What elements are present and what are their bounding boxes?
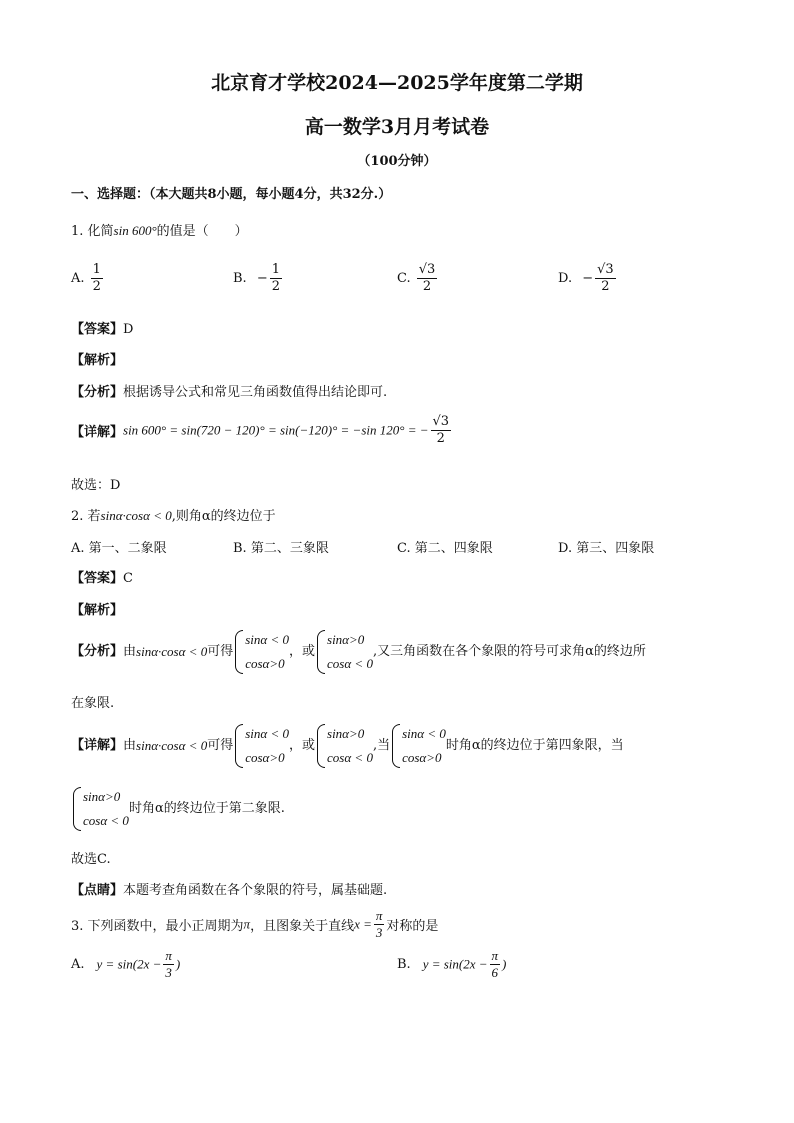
q1-option-d-label: D. xyxy=(558,271,573,286)
system-row: sinα < 0 xyxy=(245,632,289,647)
system-row: sinα>0 xyxy=(327,726,365,741)
q2-solution-system-1 xyxy=(233,722,289,770)
q1-stem-expr: sin 600° xyxy=(113,223,157,238)
q1-jiexi-tag: 【解析】 xyxy=(71,353,124,368)
q2-analysis-cont: 在象限. xyxy=(71,696,115,711)
q1-option-d-fraction xyxy=(595,262,616,295)
q1-option-d-num: √3 xyxy=(597,262,614,277)
q2-analysis-system-1 xyxy=(233,628,289,676)
q3-stem-pi: π xyxy=(243,916,251,932)
q2-solution-cont xyxy=(71,785,285,833)
q3-option-a-num: π xyxy=(165,948,172,963)
q3-option-b xyxy=(397,948,506,981)
q2-analysis-b: 可得 xyxy=(207,644,234,659)
q1-stem-suffix: 的值是（ ） xyxy=(156,224,248,239)
q3-stem-den: 3 xyxy=(375,925,383,940)
q1-analysis-text: 根据诱导公式和常见三角函数值得出结论即可. xyxy=(123,385,388,400)
q1-option-c-den: 2 xyxy=(422,279,432,294)
q1-solution-expr: sin 600° = sin(720 − 120)° = sin(−120)° = −sin 120° = − xyxy=(123,422,429,438)
q1-option-a-label: A. xyxy=(71,271,85,286)
question-2-stem xyxy=(71,505,276,524)
q1-solution-tag: 【详解】 xyxy=(71,425,124,440)
q3-stem-suffix: 对称的是 xyxy=(386,919,439,934)
q2-remark xyxy=(71,879,387,898)
q1-option-b xyxy=(233,262,284,295)
question-3-stem xyxy=(71,908,438,941)
q2-remark-text: 本题考查角函数在各个象限的符号，属基础题. xyxy=(123,883,388,898)
q1-option-d xyxy=(558,262,618,295)
q1-analysis-tag: 【分析】 xyxy=(71,385,124,400)
system-row: sinα>0 xyxy=(83,789,121,804)
q2-solution-tag: 【详解】 xyxy=(71,738,124,753)
q2-analysis-c: ,又三角函数在各个象限的符号可求角α的终边所 xyxy=(372,644,646,659)
q3-option-b-den: 6 xyxy=(491,965,499,980)
q2-solution-or: ，或 xyxy=(289,738,316,753)
q2-final-choice: 故选C. xyxy=(71,852,111,867)
q1-option-c-fraction xyxy=(417,262,438,295)
q2-solution-system-3 xyxy=(390,722,446,770)
system-row: sinα>0 xyxy=(327,632,365,647)
q3-option-a-den: 3 xyxy=(165,965,172,980)
q3-option-b-num: π xyxy=(491,948,499,963)
q1-solution-num: √3 xyxy=(432,414,450,429)
q3-option-b-label: B. xyxy=(397,957,411,972)
q2-option-c: C. 第二、四象限 xyxy=(397,541,493,556)
q2-solution-system-2 xyxy=(315,722,373,770)
q2-solution-b: 可得 xyxy=(207,738,234,753)
q2-option-b: B. 第二、三象限 xyxy=(233,541,329,556)
q1-stem-prefix: 1. 化简 xyxy=(71,224,114,239)
q3-option-a-label: A. xyxy=(71,957,85,972)
q2-analysis xyxy=(71,628,646,676)
q3-stem-prefix: 3. 下列函数中，最小正周期为 xyxy=(71,919,244,934)
q2-jiexi-tag: 【解析】 xyxy=(71,603,124,618)
q1-answer-value: D xyxy=(123,322,134,337)
system-row: sinα < 0 xyxy=(245,726,289,741)
q1-option-b-den: 2 xyxy=(271,279,281,294)
q1-option-a-num: 1 xyxy=(92,262,101,277)
system-row: cosα>0 xyxy=(245,656,285,671)
q2-solution-system-4 xyxy=(71,785,129,833)
q3-option-b-close: ) xyxy=(502,956,507,972)
q1-option-a xyxy=(71,262,105,295)
exam-title: 北京育才学校2024—2025学年度第二学期 xyxy=(211,72,583,94)
q1-analysis xyxy=(71,381,387,400)
q2-answer-value: C xyxy=(123,571,133,586)
q2-option-d: D. 第三、四象限 xyxy=(558,541,655,556)
q2-solution xyxy=(71,722,624,770)
q3-stem-x: x = xyxy=(354,916,372,932)
system-row: cosα>0 xyxy=(245,750,285,765)
system-row: cosα < 0 xyxy=(83,813,129,828)
q2-answer-tag: 【答案】 xyxy=(71,571,124,586)
q1-option-a-fraction xyxy=(91,262,103,295)
system-row: cosα < 0 xyxy=(327,656,373,671)
system-row: cosα>0 xyxy=(402,750,442,765)
q1-option-c xyxy=(397,262,439,295)
q3-option-b-expr: y = sin(2x − xyxy=(422,956,488,972)
q2-solution-c: 时角α的终边位于第四象限，当 xyxy=(445,738,624,753)
q1-option-b-label: B. xyxy=(233,271,247,286)
system-row: sinα < 0 xyxy=(402,726,446,741)
section-heading: 一、选择题：（本大题共8小题，每小题4分，共32分.） xyxy=(71,187,392,202)
system-row: cosα < 0 xyxy=(327,750,373,765)
exam-subtitle: 高一数学3月月考试卷 xyxy=(304,116,490,138)
q1-solution-den: 2 xyxy=(436,431,445,446)
q2-solution-d: 时角α的终边位于第二象限. xyxy=(128,801,285,816)
q1-option-d-sign: − xyxy=(582,271,594,286)
q2-solution-a: 由 xyxy=(123,738,137,753)
exam-duration: （100分钟） xyxy=(357,154,437,169)
q2-stem-suffix: ,则角α的终边位于 xyxy=(171,509,276,524)
q1-option-b-sign: − xyxy=(256,271,268,286)
q2-stem-prefix: 2. 若 xyxy=(71,509,101,524)
q1-option-a-den: 2 xyxy=(92,279,101,294)
q1-option-d-den: 2 xyxy=(601,279,610,294)
q1-solution xyxy=(71,414,453,447)
q1-solution-fraction xyxy=(431,414,452,447)
q2-analysis-system-2 xyxy=(315,628,373,676)
q3-option-a-expr: y = sin(2x − xyxy=(96,956,162,972)
q2-answer xyxy=(71,567,133,586)
q3-option-b-fraction xyxy=(490,948,501,981)
q3-stem-fraction xyxy=(374,908,385,941)
q2-solution-expr: sinα·cosα < 0 xyxy=(136,738,208,753)
q1-option-c-label: C. xyxy=(397,271,411,286)
q3-stem-num: π xyxy=(375,908,383,923)
q1-option-b-fraction xyxy=(270,262,282,295)
q1-option-b-num: 1 xyxy=(271,262,281,277)
q1-answer xyxy=(71,318,133,337)
q2-analysis-or: ，或 xyxy=(289,644,316,659)
q3-stem-mid: ，且图象关于直线 xyxy=(250,919,355,934)
q2-remark-tag: 【点睛】 xyxy=(71,883,124,898)
q2-analysis-tag: 【分析】 xyxy=(71,644,124,659)
q3-option-a-fraction xyxy=(163,948,174,981)
q2-analysis-expr: sinα·cosα < 0 xyxy=(136,644,208,659)
q1-final-choice: 故选：D xyxy=(71,478,121,493)
q2-stem-expr: sinα·cosα < 0 xyxy=(100,508,172,523)
q3-option-a xyxy=(71,948,180,981)
question-1-stem xyxy=(71,220,248,239)
q2-analysis-a: 由 xyxy=(123,644,137,659)
q1-option-c-num: √3 xyxy=(418,262,436,277)
q2-solution-dang: ,当 xyxy=(372,738,391,753)
q2-option-a: A. 第一、二象限 xyxy=(71,541,167,556)
q3-option-a-close: ) xyxy=(175,956,181,972)
q1-answer-tag: 【答案】 xyxy=(71,322,124,337)
